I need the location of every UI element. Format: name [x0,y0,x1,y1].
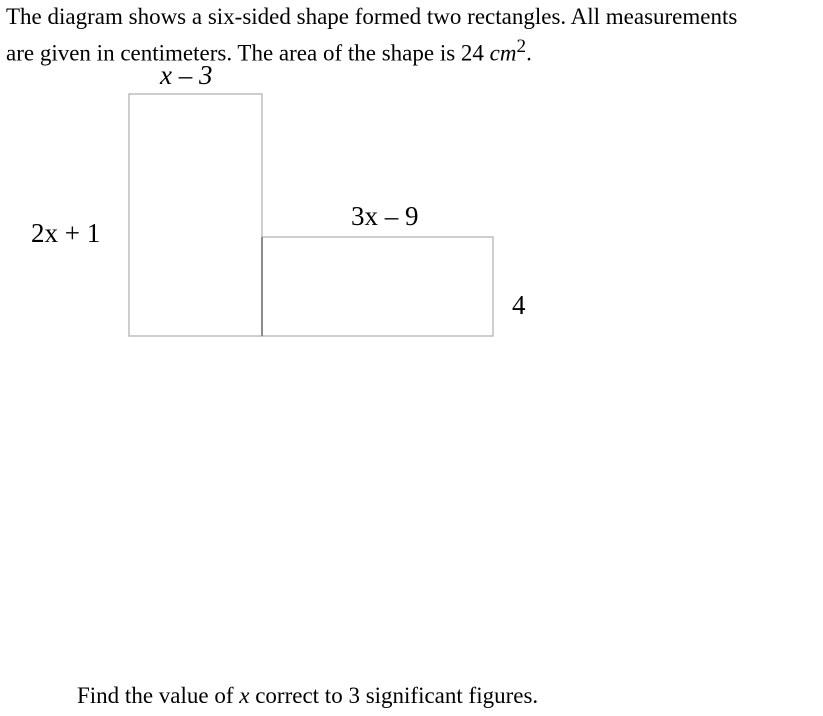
top-width-label: x – 3 [160,60,213,90]
area-unit: cm [489,40,517,66]
right-top-width-label: 3x – 9 [351,201,419,231]
wide-rectangle [262,237,493,336]
shape-outline [129,94,493,336]
problem-line-2-text: are given in centimeters. The area of the shape is 24 [6,40,490,66]
right-height-label: 4 [512,290,526,320]
left-height-label: 2x + 1 [31,218,101,248]
area-unit-power: 2 [516,36,527,57]
question-end: correct to 3 significant figures. [249,683,539,708]
question-variable: x [239,683,250,708]
question-start: Find the value of [77,683,240,708]
tall-rectangle [129,94,262,336]
problem-line-2-end: . [526,40,532,66]
question-text [77,681,538,711]
problem-line-1: The diagram shows a six-sided shape formed two rectangles. All measurements [6,4,738,29]
